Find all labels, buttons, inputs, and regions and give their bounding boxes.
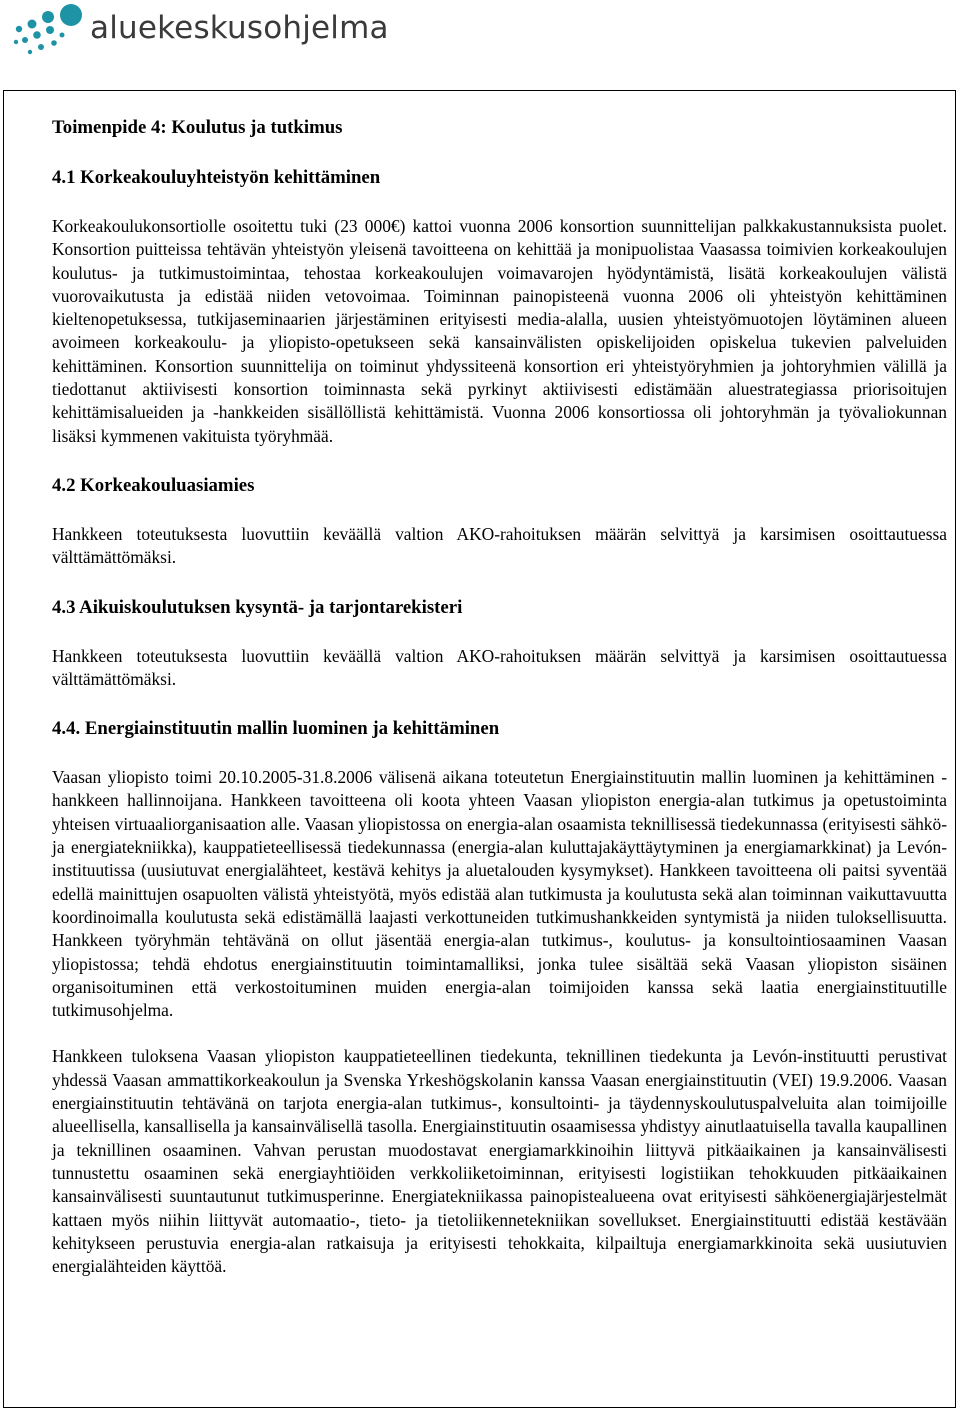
logo-dots-icon: [10, 2, 90, 60]
logo-text: aluekeskusohjelma: [90, 10, 389, 46]
paragraph: Vaasan yliopisto toimi 20.10.2005-31.8.2006 välisenä aikana toteutetun Energiainstituutin mallin luominen ja kehittäminen -hankkeen hallinnoijana. Hankkeen tavoitteena oli koota yhteen Vaasan yliopiston energia-alan tutkimus ja opetustoiminta yhteisen virtuaaliorganisaation alle. Vaasan yliopistossa on energia-alan osaamista teknillisessä tiedekunnassa (erityisesti sähkö- ja energiatekniikka), kauppatieteellisessä tiedekunnassa (energia-alan kuluttajakäyttäytyminen ja energiamarkkinat) ja Levón-instituutissa (uusiutuvat energialähteet, kestävä kehitys ja aluetalouden kysymykset). Hankkeen tavoitteena oli paitsi syventää edellä mainittujen osapuolten välistä yhteistyötä, myös edistää alan tutkimusta ja koulutusta sekä alan toiminnan vaikuttavuutta koordinoimalla koulutusta sekä edistämällä laajasti verkottuneiden tutkimushankkeiden syntymistä ja niiden tuloksellisuutta. Hankkeen työryhmän tehtävänä on ollut jäsentää energia-alan tutkimus-, koulutus- ja konsultointiosaaminen Vaasan yliopistossa; tehdä ehdotus energiainstituutin toimintamalliksi, jonka tulee sisältää sekä Vaasan yliopiston sisäinen organisoituminen että verkostoituminen muiden energia-alan toimijoiden kanssa sekä laatia energiainstituutille tutkimusohjelma.: [52, 767, 947, 1021]
document-title: Toimenpide 4: Koulutus ja tutkimus: [52, 117, 343, 138]
section-heading-4-2: 4.2 Korkeakouluasiamies: [52, 474, 255, 496]
paragraph: Korkeakoulukonsortiolle osoitettu tuki (23 000€) kattoi vuonna 2006 konsortion suunnittelijan palkkakustannuksista puolet. Konsortion puitteissa tehtävän yhteistyön yleisenä tavoitteena on kehittää ja monipuolistaa Vaasassa toimivien korkeakoulujen koulutus- ja tutkimustoimintaa, tehostaa korkeakoulujen voimavarojen hyödyntämistä, lisätä korkeakoulujen välistä vuorovaikutusta ja edistää niiden vetovoimaa. Toiminnan painopisteenä vuonna 2006 oli yhteistyön kehittäminen kieltenopetuksessa, tutkijaseminaarien järjestäminen erityisesti media-alalla, uusien yhteistyömuotojen löytäminen alueen avoimeen korkeakoulu- ja yliopisto-opetukseen sekä kansainvälisten opiskelijoiden opiskelua tukevien palveluiden kehittäminen. Konsortion suunnittelija on toiminut yhdyssiteenä konsortion eri yhteistyöryhmien ja johtoryhmien välillä ja tiedottanut aktiivisesti konsortion toiminnasta sekä pyrkinyt aktiivisesti edistämään aluestrategiassa priorisoitujen kehittämisalueiden ja -hankkeiden sisällöllistä kehittämistä. Vuonna 2006 konsortiossa oli johtoryhmän ja työvaliokunnan lisäksi kymmenen vakituista työryhmää.: [52, 216, 947, 446]
paragraph: Hankkeen toteutuksesta luovuttiin keväällä valtion AKO-rahoituksen määrän selvittyä ja karsimisen osoittautuessa välttämättömäksi.: [52, 645, 947, 689]
section-heading-4-1: 4.1 Korkeakouluyhteistyön kehittäminen: [52, 167, 381, 188]
document-body: [52, 116, 947, 1278]
section-heading-4-4: 4.4. Energiainstituutin mallin luominen ja kehittäminen: [52, 718, 500, 740]
section-heading-4-3: 4.3 Aikuiskoulutuksen kysyntä- ja tarjontarekisteri: [52, 596, 463, 618]
paragraph: Hankkeen toteutuksesta luovuttiin keväällä valtion AKO-rahoituksen määrän selvittyä ja karsimisen osoittautuessa välttämättömäksi.: [52, 523, 947, 568]
paragraph: Hankkeen tuloksena Vaasan yliopiston kauppatieteellinen tiedekunta, teknillinen tiedekunta ja Levón-instituutti perustivat yhdessä Vaasan ammattikorkeakoulun ja Svenska Yrkeshögskolanin kanssa Vaasan energiainstituutin (VEI) 19.9.2006. Vaasan energiainstituutin tehtävänä on tarjota energia-alan tutkimus-, konsultointi- ja täydennyskoulutuspalveluita alan toimijoille alueellisella, kansallisella ja kansainvälisellä tasolla. Energiainstituutin osaamisessa yhdistyy ainutlaatuisella tavalla kaupallinen ja teknillinen osaaminen. Vahvan perustan muodostavat energiamarkkinoihin liittyvä pitkäaikainen ja kansainvälisesti tunnustettu osaaminen sekä energiayhtiöiden verkkoliiketoiminnan, erityisesti logistiikan tehokkuuden pitkäaikainen kansainvälisesti suuntautunut tutkimusperinne. Energiatekniikassa painopistealueena ovat erityisesti sähköenergiajärjestelmät kattaen myös niihin liittyvät automaatio-, tieto- ja tietoliikennetekniikan sovellukset. Energiainstituutti edistää kestävään kehitykseen perustuvia energia-alan ratkaisuja ja erityisesti tehokkaita, kilpailtuja energiamarkkinoita sekä uusiutuvien energialähteiden käyttöä.: [52, 1046, 947, 1277]
logo: [10, 2, 389, 60]
